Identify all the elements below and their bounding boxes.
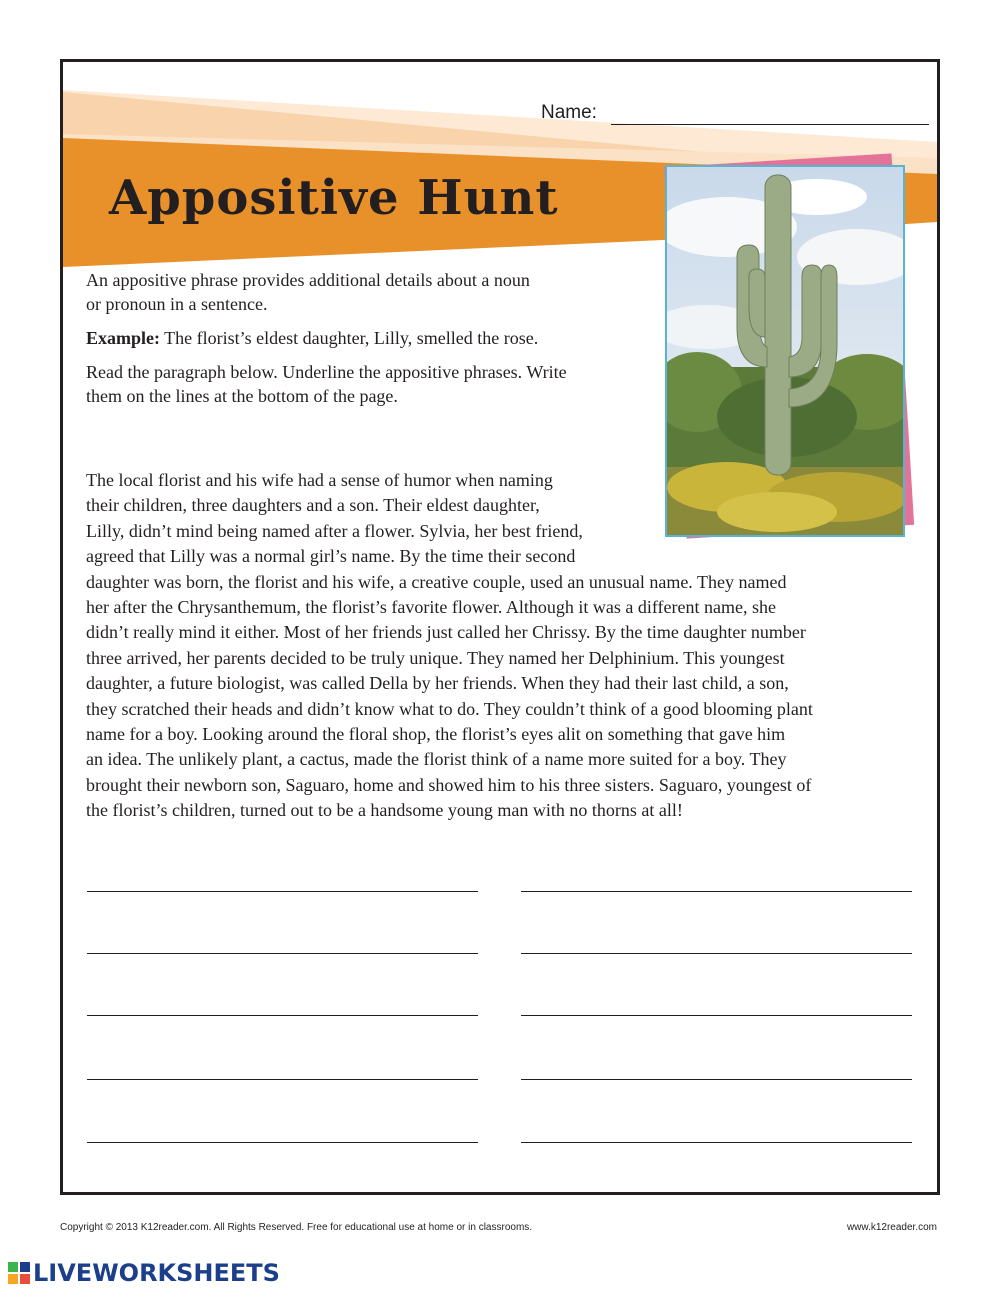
answer-line-5[interactable] bbox=[87, 1015, 478, 1016]
story-line: an idea. The unlikely plant, a cactus, made the florist think of a name more suited for a boy. They bbox=[86, 749, 787, 770]
answer-line-3[interactable] bbox=[87, 953, 478, 954]
story-line: brought their newborn son, Saguaro, home and showed him to his three sisters. Saguaro, youngest of bbox=[86, 774, 812, 795]
liveworksheets-wordmark: LIVEWORKSHEETS bbox=[33, 1259, 280, 1287]
story-line: the florist’s children, turned out to be a handsome young man with no thorns at all! bbox=[86, 800, 683, 821]
story-line: agreed that Lilly was a normal girl’s name. By the time their second bbox=[86, 546, 576, 567]
example-label: Example: bbox=[86, 328, 160, 348]
story-line: daughter, a future biologist, was called Della by her friends. When they had their last child, a son, bbox=[86, 673, 789, 694]
answer-line-8[interactable] bbox=[521, 1079, 912, 1080]
example-sentence: The florist’s eldest daughter, Lilly, smelled the rose. bbox=[160, 328, 539, 348]
instructions-text: Read the paragraph below. Underline the appositive phrases. Write them on the lines at the bottom of the page. bbox=[86, 362, 567, 406]
story-line: The local florist and his wife had a sense of humor when naming bbox=[86, 470, 553, 490]
copyright-text: Copyright © 2013 K12reader.com. All Rights Reserved. Free for educational use at home or in classrooms. bbox=[60, 1222, 533, 1233]
story-line: they scratched their heads and didn’t know what to do. They couldn’t think of a good blooming plant bbox=[86, 698, 813, 719]
story-line: daughter was born, the florist and his wife, a creative couple, used an unusual name. They named bbox=[86, 571, 787, 592]
answer-line-4[interactable] bbox=[521, 953, 912, 954]
page-title: Appositive Hunt bbox=[109, 170, 559, 226]
answer-line-6[interactable] bbox=[521, 1015, 912, 1016]
story-line: Lilly, didn’t mind being named after a flower. Sylvia, her best friend, bbox=[86, 520, 583, 541]
liveworksheets-logo-icon bbox=[8, 1262, 30, 1284]
instructions-block bbox=[86, 268, 646, 418]
answer-line-2[interactable] bbox=[521, 891, 912, 892]
story-line: name for a boy. Looking around the floral shop, the florist’s eyes alit on something that gave him bbox=[86, 724, 786, 745]
story-line: three arrived, her parents decided to be truly unique. They named her Delphinium. This youngest bbox=[86, 647, 785, 668]
name-label: Name: bbox=[541, 102, 597, 123]
site-url[interactable]: www.k12reader.com bbox=[846, 1222, 937, 1233]
definition-text: An appositive phrase provides additional details about a noun or pronoun in a sentence. bbox=[86, 270, 530, 314]
story-line: their children, three daughters and a son. Their eldest daughter, bbox=[86, 495, 540, 516]
worksheet-page bbox=[60, 59, 940, 1195]
answer-line-9[interactable] bbox=[87, 1142, 478, 1143]
liveworksheets-logo bbox=[8, 1259, 280, 1287]
answer-line-10[interactable] bbox=[521, 1142, 912, 1143]
story-line: her after the Chrysanthemum, the florist’s favorite flower. Although it was a different name, she bbox=[86, 597, 776, 618]
name-input-line[interactable] bbox=[611, 124, 929, 125]
answer-line-7[interactable] bbox=[87, 1079, 478, 1080]
story-line: didn’t really mind it either. Most of her friends just called her Chrissy. By the time daughter number bbox=[86, 622, 806, 643]
answer-line-1[interactable] bbox=[87, 891, 478, 892]
story-paragraph bbox=[86, 468, 926, 824]
example-text bbox=[86, 326, 646, 350]
